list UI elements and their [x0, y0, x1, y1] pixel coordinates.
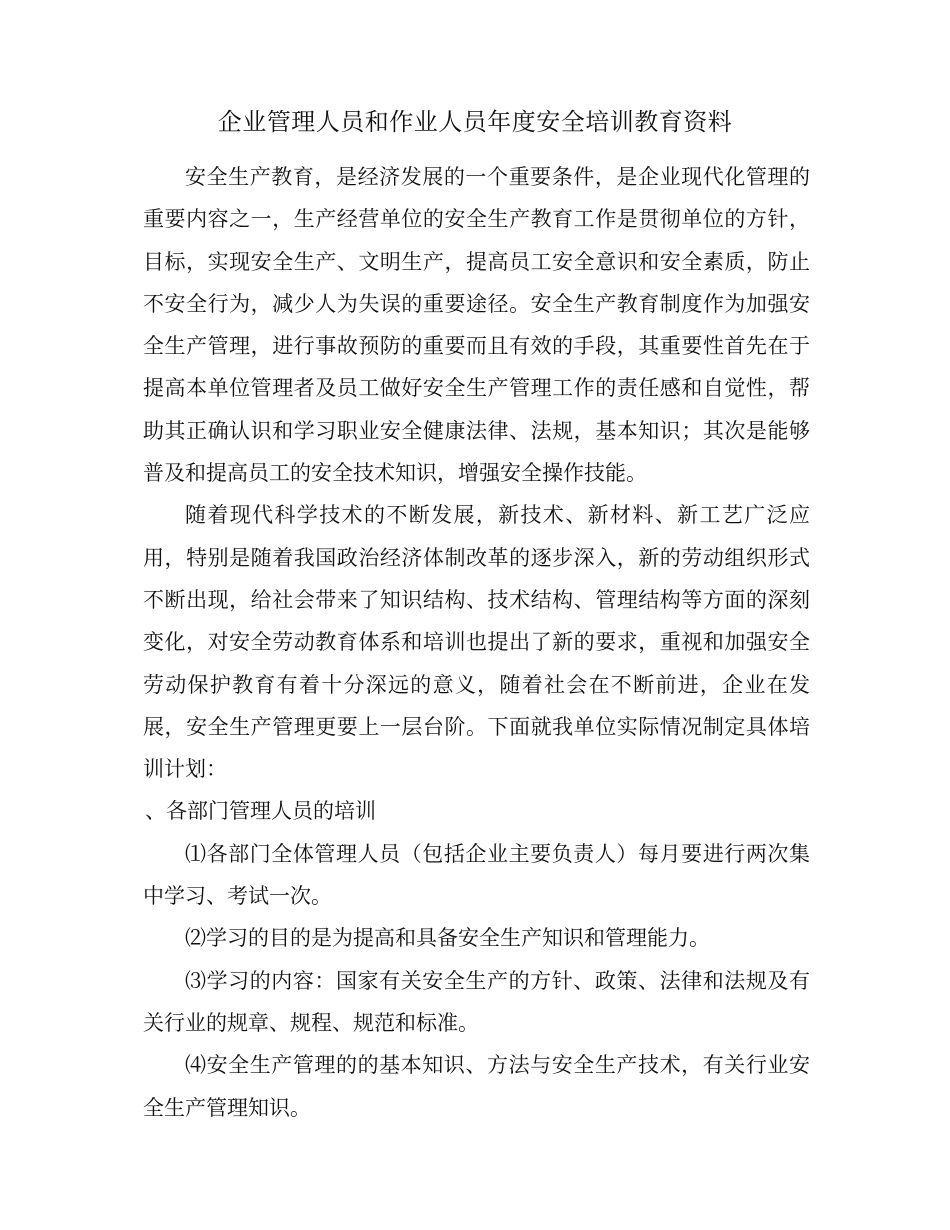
list-item-2: ⑵学习的目的是为提高和具备安全生产知识和管理能力。 [185, 926, 710, 951]
list-item-1: ⑴各部门全体管理人员（包括企业主要负责人）每月要进行两次集中学习、考试一次。 [143, 841, 810, 909]
document-body [143, 156, 810, 1129]
paragraph-background: 随着现代科学技术的不断发展，新技术、新材料、新工艺广泛应用，特别是随着我国政治经济体制改革的逐步深入，新的劳动组织形式不断出现，给社会带来了知识结构、技术结构、管理结构等方面的深刻变化，对安全劳动教育体系和培训也提出了新的要求，重视和加强安全劳动保护教育有着十分深远的意义，随着社会在不断前进，企业在发展，安全生产管理更要上一层台阶。下面就我单位实际情况制定具体培训计划： [143, 503, 810, 782]
list-item-4: ⑷安全生产管理的的基本知识、方法与安全生产技术，有关行业安全生产管理知识。 [143, 1053, 810, 1120]
document-title: 企业管理人员和作业人员年度安全培训教育资料 [217, 108, 733, 136]
list-item-3: ⑶学习的内容：国家有关安全生产的方针、政策、法律和法规及有关行业的规章、规程、规范和标准。 [143, 968, 810, 1035]
section-heading: 、各部门管理人员的培训 [145, 799, 376, 824]
paragraph-intro: 安全生产教育，是经济发展的一个重要条件，是企业现代化管理的重要内容之一，生产经营单位的安全生产教育工作是贯彻单位的方针，目标，实现安全生产、文明生产，提高员工安全意识和安全素质，防止不安全行为，减少人为失误的重要途径。安全生产教育制度作为加强安全生产管理，进行事故预防的重要而且有效的手段，其重要性首先在于提高本单位管理者及员工做好安全生产管理工作的责任感和自觉性，帮助其正确认识和学习职业安全健康法律、法规，基本知识；其次是能够普及和提高员工的安全技术知识，增强安全操作技能。 [143, 165, 810, 486]
